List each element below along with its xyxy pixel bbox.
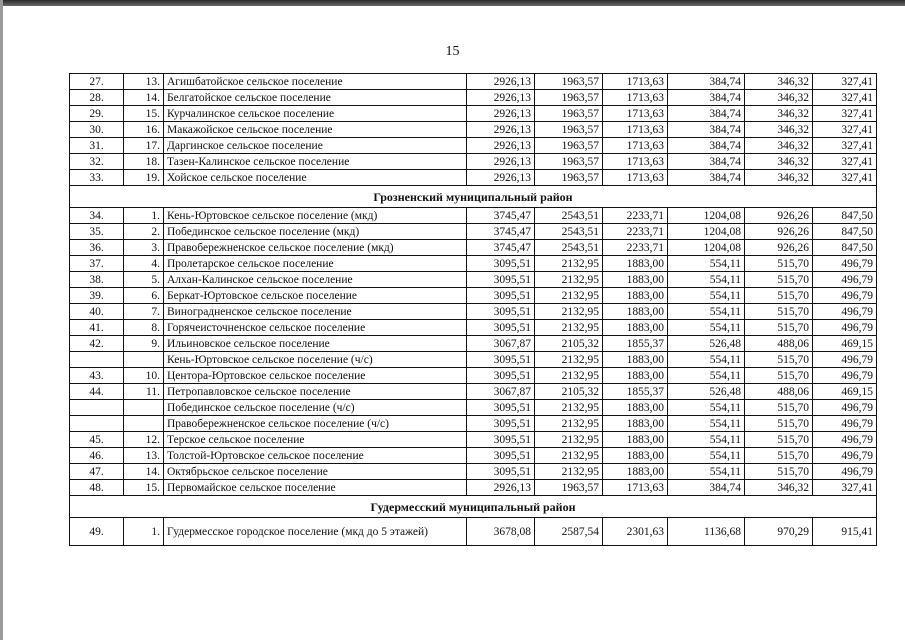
value-cell: 926,26 — [745, 224, 813, 240]
row-number: 45. — [70, 432, 124, 448]
value-cell: 2105,32 — [535, 384, 603, 400]
value-cell: 3095,51 — [467, 368, 535, 384]
value-cell: 327,41 — [813, 154, 877, 170]
table-row — [70, 256, 877, 272]
settlement-name: Агишбатойское сельское поселение — [164, 74, 467, 90]
table-row — [70, 240, 877, 256]
value-cell: 515,70 — [745, 304, 813, 320]
value-cell: 3095,51 — [467, 256, 535, 272]
district-header-row — [70, 496, 877, 518]
value-cell: 1855,37 — [603, 384, 668, 400]
value-cell: 515,70 — [745, 416, 813, 432]
row-sub-number: 12. — [124, 432, 164, 448]
value-cell: 2105,32 — [535, 336, 603, 352]
row-number: 49. — [70, 518, 124, 546]
value-cell: 515,70 — [745, 320, 813, 336]
row-sub-number: 13. — [124, 448, 164, 464]
table-row — [70, 90, 877, 106]
row-number — [70, 352, 124, 368]
table-row — [70, 352, 877, 368]
value-cell: 346,32 — [745, 138, 813, 154]
row-sub-number: 9. — [124, 336, 164, 352]
value-cell: 327,41 — [813, 122, 877, 138]
row-number: 40. — [70, 304, 124, 320]
settlement-name: Курчалинское сельское поселение — [164, 106, 467, 122]
value-cell: 515,70 — [745, 368, 813, 384]
value-cell: 488,06 — [745, 384, 813, 400]
settlement-name: Хойское сельское поселение — [164, 170, 467, 186]
table-row — [70, 320, 877, 336]
value-cell: 496,79 — [813, 288, 877, 304]
page-number: 15 — [445, 44, 460, 59]
value-cell: 384,74 — [668, 122, 745, 138]
value-cell: 2132,95 — [535, 448, 603, 464]
value-cell: 3678,08 — [467, 518, 535, 546]
row-number: 29. — [70, 106, 124, 122]
table-row — [70, 304, 877, 320]
row-sub-number: 15. — [124, 106, 164, 122]
settlement-name: Терское сельское поселение — [164, 432, 467, 448]
row-sub-number: 17. — [124, 138, 164, 154]
value-cell: 2132,95 — [535, 416, 603, 432]
settlement-name: Первомайское сельское поселение — [164, 480, 467, 496]
value-cell: 3745,47 — [467, 240, 535, 256]
value-cell: 2926,13 — [467, 138, 535, 154]
value-cell: 3095,51 — [467, 432, 535, 448]
value-cell: 3745,47 — [467, 208, 535, 224]
settlement-name: Центора-Юртовское сельское поселение — [164, 368, 467, 384]
value-cell: 554,11 — [668, 352, 745, 368]
value-cell: 554,11 — [668, 416, 745, 432]
row-number: 42. — [70, 336, 124, 352]
value-cell: 847,50 — [813, 208, 877, 224]
value-cell: 1963,57 — [535, 74, 603, 90]
value-cell: 2132,95 — [535, 432, 603, 448]
value-cell: 1963,57 — [535, 154, 603, 170]
value-cell: 346,32 — [745, 122, 813, 138]
value-cell: 3095,51 — [467, 400, 535, 416]
value-cell: 554,11 — [668, 288, 745, 304]
value-cell: 2132,95 — [535, 352, 603, 368]
row-sub-number: 1. — [124, 208, 164, 224]
row-number: 36. — [70, 240, 124, 256]
value-cell: 915,41 — [813, 518, 877, 546]
row-sub-number: 8. — [124, 320, 164, 336]
settlement-name: Толстой-Юртовское сельское поселение — [164, 448, 467, 464]
value-cell: 2132,95 — [535, 256, 603, 272]
value-cell: 496,79 — [813, 368, 877, 384]
value-cell: 926,26 — [745, 240, 813, 256]
value-cell: 346,32 — [745, 154, 813, 170]
value-cell: 327,41 — [813, 90, 877, 106]
value-cell: 1883,00 — [603, 272, 668, 288]
table-row — [70, 122, 877, 138]
table-row — [70, 272, 877, 288]
value-cell: 1963,57 — [535, 138, 603, 154]
value-cell: 2926,13 — [467, 154, 535, 170]
value-cell: 327,41 — [813, 138, 877, 154]
value-cell: 2132,95 — [535, 400, 603, 416]
value-cell: 1713,63 — [603, 90, 668, 106]
value-cell: 515,70 — [745, 400, 813, 416]
value-cell: 3095,51 — [467, 320, 535, 336]
value-cell: 496,79 — [813, 256, 877, 272]
settlement-name: Даргинское сельское поселение — [164, 138, 467, 154]
value-cell: 346,32 — [745, 74, 813, 90]
value-cell: 515,70 — [745, 352, 813, 368]
value-cell: 496,79 — [813, 432, 877, 448]
value-cell: 1883,00 — [603, 288, 668, 304]
settlement-name: Макажойское сельское поселение — [164, 122, 467, 138]
value-cell: 346,32 — [745, 480, 813, 496]
value-cell: 2543,51 — [535, 240, 603, 256]
table-row — [70, 288, 877, 304]
value-cell: 3095,51 — [467, 288, 535, 304]
value-cell: 515,70 — [745, 288, 813, 304]
row-sub-number — [124, 416, 164, 432]
value-cell: 384,74 — [668, 154, 745, 170]
table-row — [70, 138, 877, 154]
settlement-name: Горячеисточненское сельское поселение — [164, 320, 467, 336]
value-cell: 3095,51 — [467, 464, 535, 480]
row-sub-number: 10. — [124, 368, 164, 384]
row-sub-number: 5. — [124, 272, 164, 288]
settlement-name: Правобережненское сельское поселение (мкд) — [164, 240, 467, 256]
district-header-row — [70, 186, 877, 208]
settlement-name: Побединское сельское поселение (ч/с) — [164, 400, 467, 416]
value-cell: 2233,71 — [603, 224, 668, 240]
row-sub-number: 1. — [124, 518, 164, 546]
table-row — [70, 416, 877, 432]
value-cell: 327,41 — [813, 106, 877, 122]
row-number: 43. — [70, 368, 124, 384]
row-sub-number: 4. — [124, 256, 164, 272]
value-cell: 327,41 — [813, 480, 877, 496]
value-cell: 554,11 — [668, 400, 745, 416]
row-sub-number: 16. — [124, 122, 164, 138]
value-cell: 346,32 — [745, 90, 813, 106]
row-number: 37. — [70, 256, 124, 272]
value-cell: 3095,51 — [467, 352, 535, 368]
value-cell: 496,79 — [813, 320, 877, 336]
value-cell: 488,06 — [745, 336, 813, 352]
row-sub-number: 7. — [124, 304, 164, 320]
value-cell: 3067,87 — [467, 384, 535, 400]
value-cell: 2132,95 — [535, 288, 603, 304]
value-cell: 2132,95 — [535, 464, 603, 480]
settlement-name: Петропавловское сельское поселение — [164, 384, 467, 400]
row-number — [70, 416, 124, 432]
row-number: 30. — [70, 122, 124, 138]
row-sub-number: 3. — [124, 240, 164, 256]
settlement-name: Белгатойское сельское поселение — [164, 90, 467, 106]
settlement-name: Кень-Юртовское сельское поселение (мкд) — [164, 208, 467, 224]
table-body — [70, 74, 877, 546]
row-sub-number: 18. — [124, 154, 164, 170]
settlement-name: Ильиновское сельское поселение — [164, 336, 467, 352]
row-sub-number: 13. — [124, 74, 164, 90]
table-row — [70, 480, 877, 496]
value-cell: 496,79 — [813, 272, 877, 288]
value-cell: 1204,08 — [668, 208, 745, 224]
value-cell: 496,79 — [813, 304, 877, 320]
row-number: 38. — [70, 272, 124, 288]
settlement-name: Правобережненское сельское поселение (ч/с) — [164, 416, 467, 432]
value-cell: 970,29 — [745, 518, 813, 546]
value-cell: 1883,00 — [603, 256, 668, 272]
table-row — [70, 170, 877, 186]
value-cell: 554,11 — [668, 304, 745, 320]
value-cell: 384,74 — [668, 106, 745, 122]
value-cell: 515,70 — [745, 432, 813, 448]
value-cell: 2132,95 — [535, 272, 603, 288]
district-title: Гудермесский муниципальный район — [70, 496, 877, 518]
value-cell: 327,41 — [813, 170, 877, 186]
row-number: 34. — [70, 208, 124, 224]
value-cell: 384,74 — [668, 170, 745, 186]
row-sub-number: 2. — [124, 224, 164, 240]
value-cell: 384,74 — [668, 90, 745, 106]
value-cell: 1713,63 — [603, 170, 668, 186]
value-cell: 1963,57 — [535, 122, 603, 138]
value-cell: 1963,57 — [535, 480, 603, 496]
value-cell: 1713,63 — [603, 122, 668, 138]
value-cell: 1204,08 — [668, 240, 745, 256]
value-cell: 1713,63 — [603, 106, 668, 122]
value-cell: 554,11 — [668, 464, 745, 480]
value-cell: 1883,00 — [603, 320, 668, 336]
value-cell: 554,11 — [668, 368, 745, 384]
value-cell: 2587,54 — [535, 518, 603, 546]
value-cell: 2132,95 — [535, 304, 603, 320]
value-cell: 1883,00 — [603, 432, 668, 448]
value-cell: 1963,57 — [535, 170, 603, 186]
row-sub-number: 6. — [124, 288, 164, 304]
value-cell: 2926,13 — [467, 480, 535, 496]
value-cell: 2233,71 — [603, 208, 668, 224]
value-cell: 496,79 — [813, 416, 877, 432]
value-cell: 554,11 — [668, 432, 745, 448]
row-sub-number: 14. — [124, 464, 164, 480]
table-row — [70, 400, 877, 416]
table-row — [70, 106, 877, 122]
table-row — [70, 448, 877, 464]
district-title: Грозненский муниципальный район — [70, 186, 877, 208]
value-cell: 515,70 — [745, 272, 813, 288]
row-number: 33. — [70, 170, 124, 186]
value-cell: 554,11 — [668, 256, 745, 272]
value-cell: 496,79 — [813, 448, 877, 464]
value-cell: 2233,71 — [603, 240, 668, 256]
value-cell: 3745,47 — [467, 224, 535, 240]
value-cell: 2926,13 — [467, 170, 535, 186]
value-cell: 384,74 — [668, 138, 745, 154]
table-row — [70, 432, 877, 448]
value-cell: 384,74 — [668, 74, 745, 90]
settlement-name: Виноградненское сельское поселение — [164, 304, 467, 320]
value-cell: 469,15 — [813, 336, 877, 352]
table-row — [70, 336, 877, 352]
value-cell: 526,48 — [668, 336, 745, 352]
row-number: 35. — [70, 224, 124, 240]
value-cell: 2543,51 — [535, 224, 603, 240]
table-row — [70, 368, 877, 384]
value-cell: 515,70 — [745, 256, 813, 272]
row-sub-number — [124, 352, 164, 368]
value-cell: 1883,00 — [603, 464, 668, 480]
value-cell: 1883,00 — [603, 448, 668, 464]
value-cell: 3095,51 — [467, 448, 535, 464]
value-cell: 526,48 — [668, 384, 745, 400]
row-number: 48. — [70, 480, 124, 496]
table-row — [70, 154, 877, 170]
value-cell: 346,32 — [745, 106, 813, 122]
value-cell: 515,70 — [745, 464, 813, 480]
settlement-name: Пролетарское сельское поселение — [164, 256, 467, 272]
row-number: 46. — [70, 448, 124, 464]
value-cell: 1883,00 — [603, 416, 668, 432]
row-number: 28. — [70, 90, 124, 106]
value-cell: 1883,00 — [603, 368, 668, 384]
row-number: 44. — [70, 384, 124, 400]
value-cell: 496,79 — [813, 400, 877, 416]
value-cell: 1883,00 — [603, 400, 668, 416]
value-cell: 1883,00 — [603, 304, 668, 320]
value-cell: 1204,08 — [668, 224, 745, 240]
value-cell: 327,41 — [813, 74, 877, 90]
value-cell: 554,11 — [668, 320, 745, 336]
settlement-name: Гудермесское городское поселение (мкд до 5 этажей) — [164, 518, 467, 546]
table-row — [70, 518, 877, 546]
value-cell: 1963,57 — [535, 106, 603, 122]
table-row — [70, 384, 877, 400]
settlement-name: Тазен-Калинское сельское поселение — [164, 154, 467, 170]
row-number: 47. — [70, 464, 124, 480]
value-cell: 926,26 — [745, 208, 813, 224]
value-cell: 496,79 — [813, 464, 877, 480]
row-number: 39. — [70, 288, 124, 304]
value-cell: 2132,95 — [535, 320, 603, 336]
value-cell: 496,79 — [813, 352, 877, 368]
settlement-name: Октябрьское сельское поселение — [164, 464, 467, 480]
settlement-name: Побединское сельское поселение (мкд) — [164, 224, 467, 240]
value-cell: 554,11 — [668, 272, 745, 288]
value-cell: 515,70 — [745, 448, 813, 464]
value-cell: 346,32 — [745, 170, 813, 186]
row-sub-number: 19. — [124, 170, 164, 186]
value-cell: 1713,63 — [603, 74, 668, 90]
value-cell: 3067,87 — [467, 336, 535, 352]
table-row — [70, 464, 877, 480]
value-cell: 2543,51 — [535, 208, 603, 224]
row-number — [70, 400, 124, 416]
row-sub-number: 15. — [124, 480, 164, 496]
settlement-name: Кень-Юртовское сельское поселение (ч/с) — [164, 352, 467, 368]
value-cell: 1136,68 — [668, 518, 745, 546]
table-row — [70, 208, 877, 224]
value-cell: 2926,13 — [467, 90, 535, 106]
table-row — [70, 224, 877, 240]
value-cell: 2301,63 — [603, 518, 668, 546]
value-cell: 3095,51 — [467, 416, 535, 432]
value-cell: 554,11 — [668, 448, 745, 464]
value-cell: 1713,63 — [603, 480, 668, 496]
value-cell: 2926,13 — [467, 106, 535, 122]
value-cell: 2926,13 — [467, 74, 535, 90]
scan-top-edge — [0, 0, 905, 6]
row-sub-number: 11. — [124, 384, 164, 400]
value-cell: 847,50 — [813, 224, 877, 240]
value-cell: 1855,37 — [603, 336, 668, 352]
value-cell: 1883,00 — [603, 352, 668, 368]
value-cell: 3095,51 — [467, 272, 535, 288]
value-cell: 1713,63 — [603, 138, 668, 154]
value-cell: 2132,95 — [535, 368, 603, 384]
value-cell: 1713,63 — [603, 154, 668, 170]
row-number: 31. — [70, 138, 124, 154]
value-cell: 1963,57 — [535, 90, 603, 106]
row-sub-number: 14. — [124, 90, 164, 106]
row-sub-number — [124, 400, 164, 416]
value-cell: 2926,13 — [467, 122, 535, 138]
value-cell: 384,74 — [668, 480, 745, 496]
row-number: 27. — [70, 74, 124, 90]
row-number: 41. — [70, 320, 124, 336]
row-number: 32. — [70, 154, 124, 170]
settlement-name: Алхан-Калинское сельское поселение — [164, 272, 467, 288]
settlement-name: Беркат-Юртовское сельское поселение — [164, 288, 467, 304]
value-cell: 847,50 — [813, 240, 877, 256]
value-cell: 469,15 — [813, 384, 877, 400]
tariff-table — [69, 73, 877, 546]
scan-left-edge — [0, 0, 3, 640]
table-row — [70, 74, 877, 90]
value-cell: 3095,51 — [467, 304, 535, 320]
